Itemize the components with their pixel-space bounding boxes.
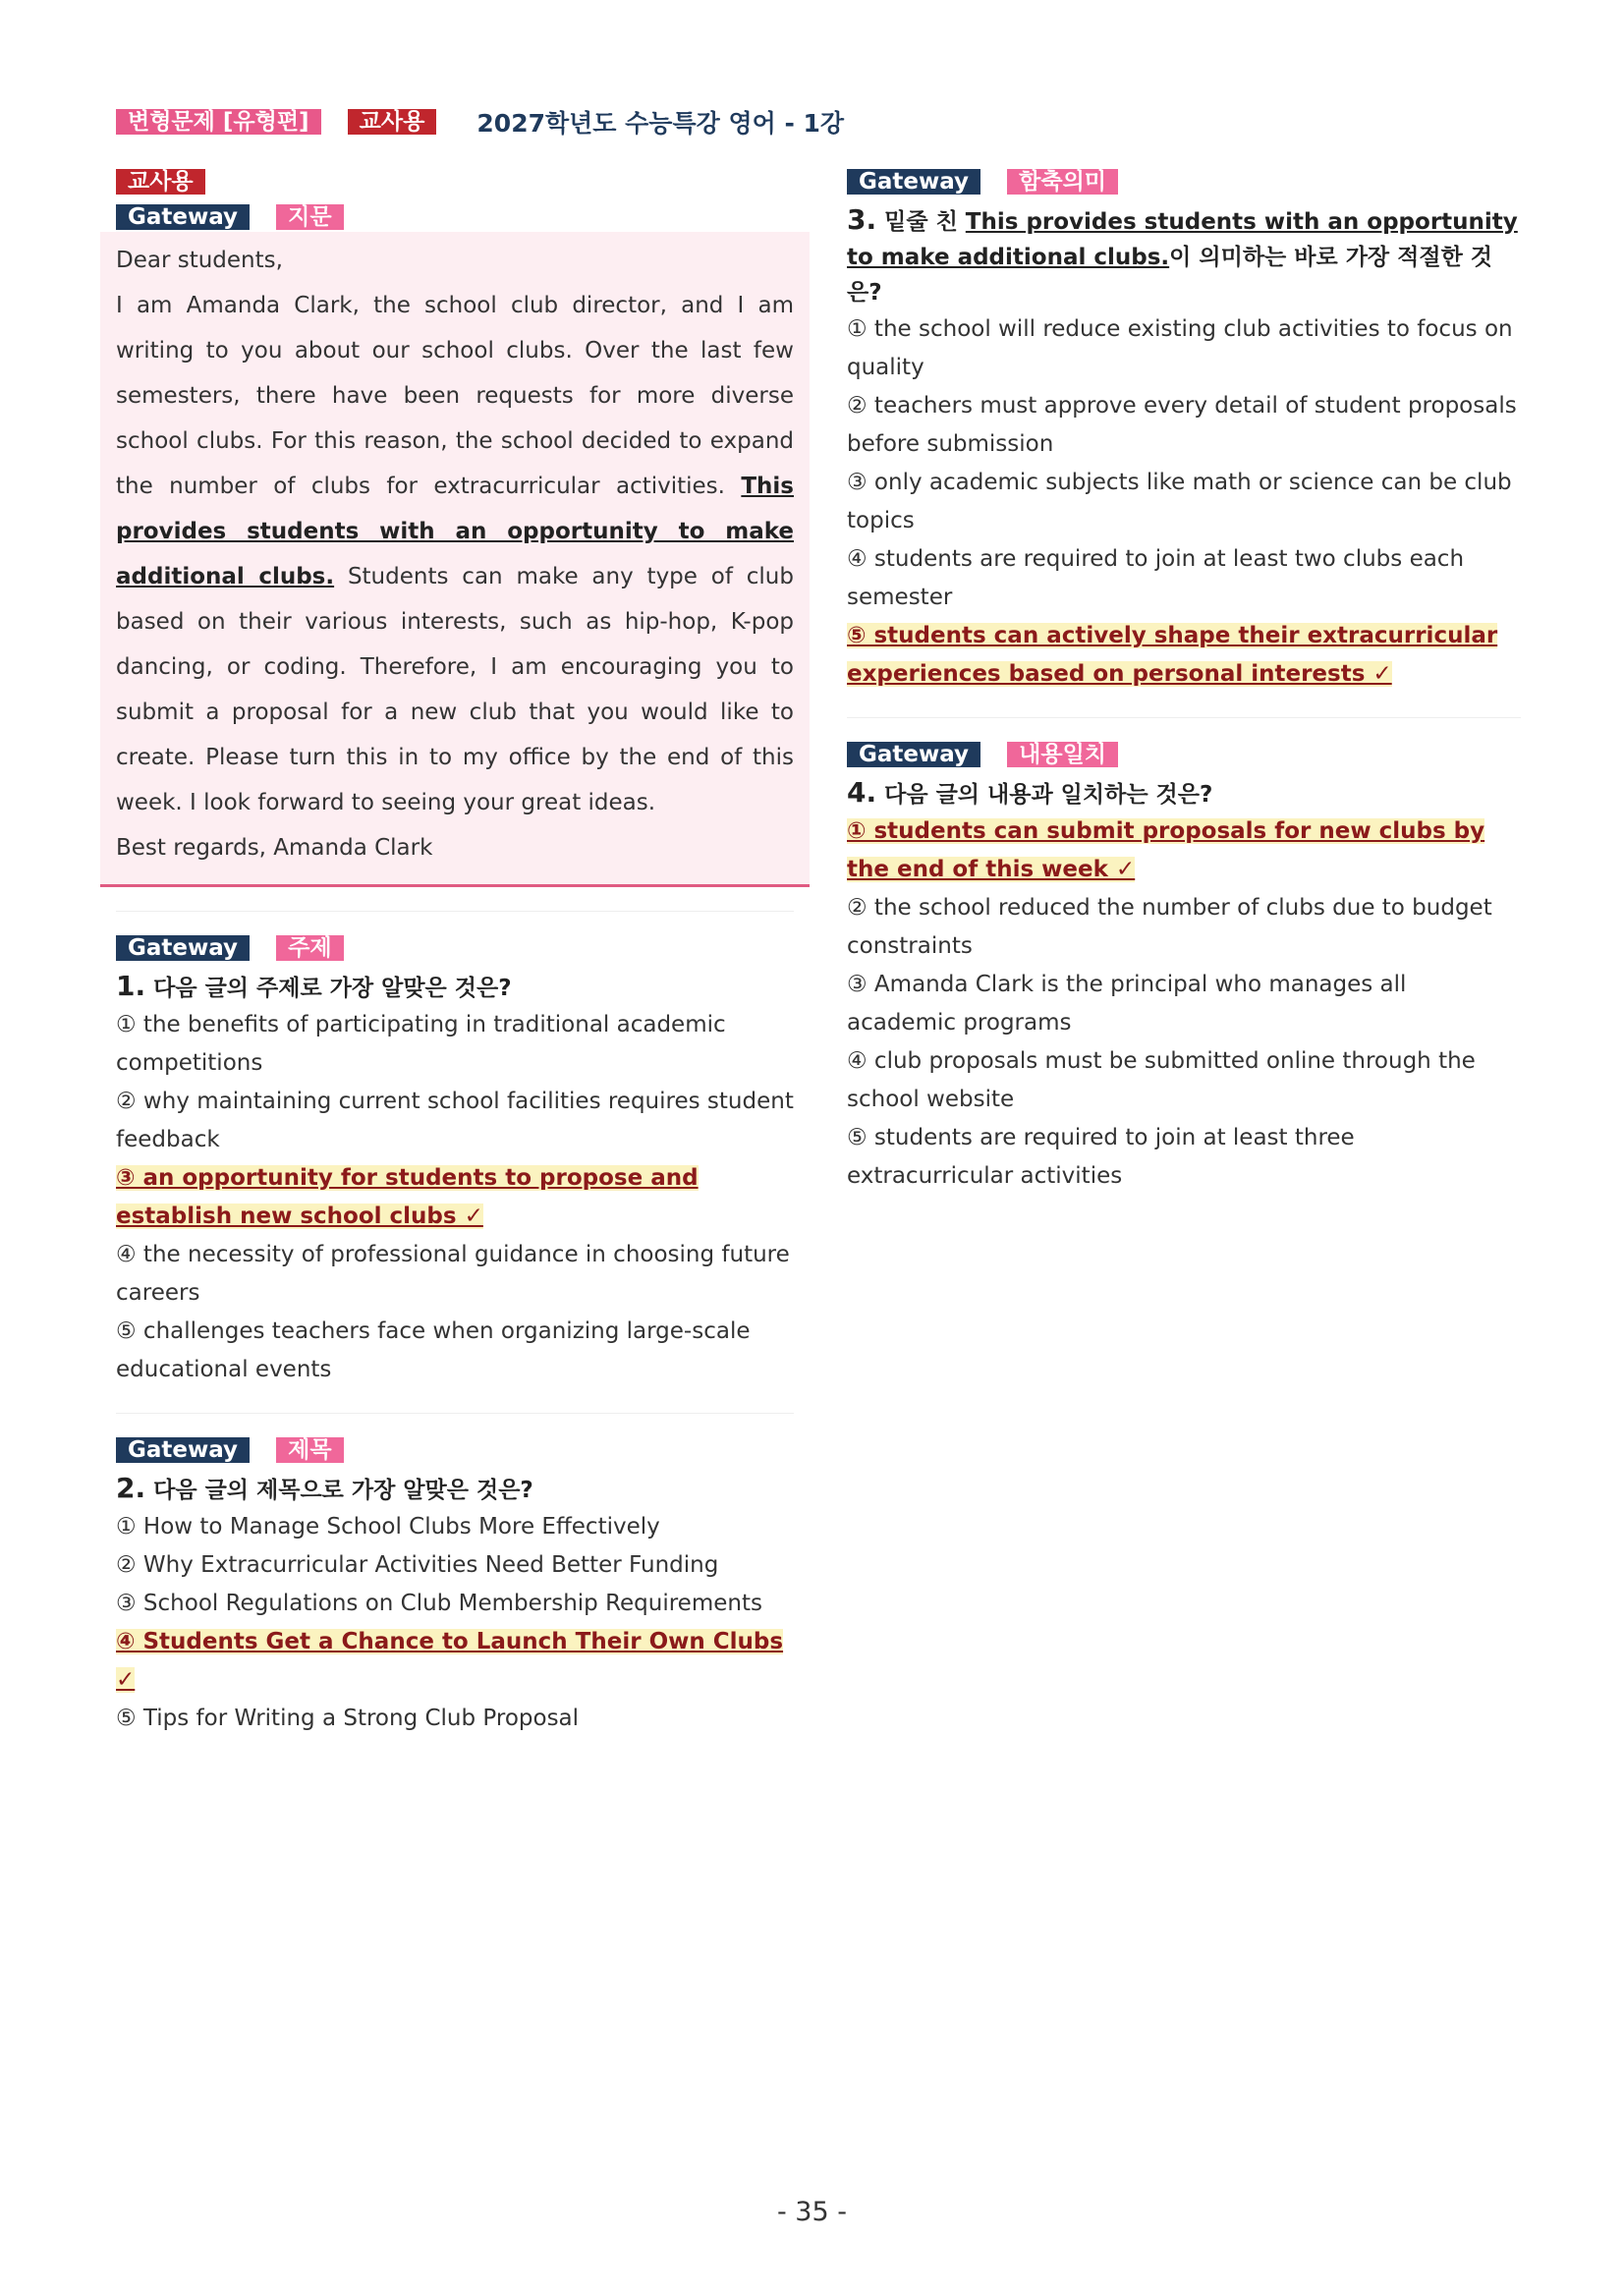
passage-box bbox=[100, 232, 810, 887]
question-3 bbox=[847, 169, 1521, 694]
passage-greeting: Dear students, bbox=[116, 248, 283, 273]
option: ② the school reduced the number of clubs due to budget constraints bbox=[847, 895, 1492, 959]
divider bbox=[116, 1413, 794, 1414]
option: ② why maintaining current school facilities requires student feedback bbox=[116, 1089, 794, 1152]
option: ① the school will reduce existing club activities to focus on quality bbox=[847, 316, 1513, 380]
underlined-phrase: This provides students with an opportunity to make additional clubs. bbox=[847, 209, 1518, 270]
passage-signoff: Best regards, Amanda Clark bbox=[116, 835, 433, 861]
option: ② teachers must approve every detail of student proposals before submission bbox=[847, 393, 1517, 457]
passage-body: I am Amanda Clark, the school club director, and I am writing to you about our school clubs. Over the last few semesters, there have been requests for more diverse school clubs. For this reason, the school decided to expand the number of clubs for extracurricular activities. This provides students with an opportunity to make additional clubs. Students can make any type of club based on their various interests, such as hip-hop, K-pop dancing, or coding. Therefore, I am encouraging you to submit a proposal for a new club that you would like to create. Please turn this in to my office by the end of this week. I look forward to seeing your great ideas. bbox=[116, 293, 794, 815]
question-stem: 4. 다음 글의 내용과 일치하는 것은? bbox=[847, 776, 1213, 809]
option: ② Why Extracurricular Activities Need Better Funding bbox=[116, 1552, 719, 1578]
gateway-tag: Gateway bbox=[847, 742, 980, 767]
page-header bbox=[116, 104, 844, 140]
document-title: 2027학년도 수능특강 영어 - 1강 bbox=[476, 109, 845, 138]
gateway-tag: Gateway bbox=[847, 169, 980, 195]
passage-type-tag: 지문 bbox=[276, 204, 343, 230]
option: ① How to Manage School Clubs More Effectively bbox=[116, 1514, 660, 1540]
passage-section-header bbox=[116, 204, 794, 232]
option: ③ School Regulations on Club Membership Requirements bbox=[116, 1591, 762, 1616]
question-4 bbox=[847, 742, 1521, 1196]
option: ④ club proposals must be submitted online through the school website bbox=[847, 1048, 1476, 1112]
option: ⑤ Tips for Writing a Strong Club Proposal bbox=[116, 1706, 580, 1731]
divider bbox=[116, 911, 794, 912]
left-column bbox=[116, 169, 794, 1738]
question-stem: 3. 밑줄 친 This provides students with an opportunity to make additional clubs.이 의미하는 바로 가장 적절한 것은? bbox=[847, 203, 1518, 306]
question-stem: 1. 다음 글의 주제로 가장 알맞은 것은? bbox=[116, 970, 512, 1002]
correct-option: ③ an opportunity for students to propose and establish new school clubs ✓ bbox=[116, 1165, 699, 1229]
question-2 bbox=[116, 1437, 794, 1738]
correct-option: ⑤ students can actively shape their extracurricular experiences based on personal interests ✓ bbox=[847, 623, 1498, 687]
question-type-tag: 제목 bbox=[276, 1437, 343, 1463]
gateway-tag: Gateway bbox=[116, 1437, 250, 1463]
correct-option: ④ Students Get a Chance to Launch Their Own Clubs ✓ bbox=[116, 1629, 784, 1693]
divider bbox=[847, 717, 1521, 718]
variant-tag: 변형문제 [유형편] bbox=[116, 109, 321, 135]
correct-option: ① students can submit proposals for new clubs by the end of this week ✓ bbox=[847, 818, 1485, 882]
right-column bbox=[847, 169, 1521, 1196]
option: ⑤ students are required to join at least three extracurricular activities bbox=[847, 1125, 1355, 1189]
option: ⑤ challenges teachers face when organizing large-scale educational events bbox=[116, 1318, 751, 1382]
option: ③ only academic subjects like math or science can be club topics bbox=[847, 470, 1512, 533]
option: ④ the necessity of professional guidance in choosing future careers bbox=[116, 1242, 790, 1306]
question-type-tag: 주제 bbox=[276, 935, 343, 961]
underlined-sentence: This provides students with an opportunity to make additional clubs. bbox=[116, 474, 794, 589]
question-type-tag: 함축의미 bbox=[1007, 169, 1118, 195]
gateway-tag: Gateway bbox=[116, 935, 250, 961]
option: ④ students are required to join at least two clubs each semester bbox=[847, 546, 1465, 610]
option: ① the benefits of participating in traditional academic competitions bbox=[116, 1012, 726, 1076]
question-1 bbox=[116, 935, 794, 1389]
question-stem: 2. 다음 글의 제목으로 가장 알맞은 것은? bbox=[116, 1472, 533, 1504]
page-number: - 35 - bbox=[776, 2197, 847, 2227]
teacher-tag: 교사용 bbox=[348, 109, 437, 135]
gateway-tag: Gateway bbox=[116, 204, 250, 230]
option: ③ Amanda Clark is the principal who manages all academic programs bbox=[847, 972, 1407, 1036]
question-type-tag: 내용일치 bbox=[1007, 742, 1118, 767]
teacher-section-tag: 교사용 bbox=[116, 169, 205, 195]
